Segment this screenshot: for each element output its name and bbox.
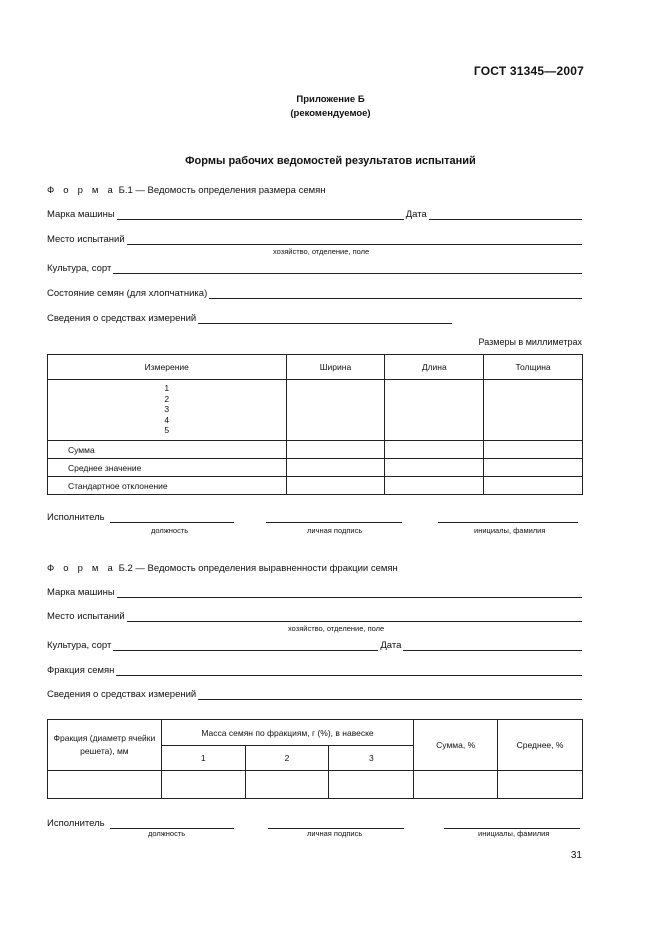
form1-crop-field[interactable] [113, 264, 582, 274]
units-note: Размеры в миллиметрах [478, 337, 582, 347]
col-mass: Масса семян по фракциям, г (%), в навеске [161, 720, 413, 746]
col-thickness: Толщина [484, 355, 583, 380]
form2-title: Б.2 — Ведомость определения выравненности фракции семян [118, 563, 398, 574]
form1-title: Б.1 — Ведомость определения размера семян [118, 185, 326, 196]
col-mass-2: 2 [245, 746, 329, 771]
form1-position-hint: должность [151, 526, 189, 535]
measurement-3: 3 [164, 404, 170, 414]
form1-machine-row [47, 208, 582, 220]
measurement-4: 4 [164, 414, 170, 425]
form1-crop-label: Культура, сорт [47, 263, 112, 274]
measurement-5: 5 [164, 425, 170, 435]
form2-name-hint: инициалы, фамилия [478, 829, 550, 838]
col-sum: Сумма, % [414, 720, 498, 771]
col-avg: Среднее, % [498, 720, 583, 771]
form2-signature-field[interactable] [268, 819, 404, 829]
table-cell[interactable] [498, 771, 583, 799]
size-table [47, 354, 583, 495]
form2-site-field[interactable] [127, 612, 582, 622]
form2-instruments-field[interactable] [198, 690, 582, 700]
form1-performer-label: Исполнитель [47, 512, 105, 523]
form2-instruments-row [47, 688, 582, 700]
form2-prefix: Ф о р м а [47, 563, 116, 574]
table-cell[interactable] [329, 771, 414, 799]
measurement-numbers [48, 380, 287, 441]
form2-site-row [47, 610, 582, 622]
table-cell[interactable] [484, 477, 583, 495]
standard-number: ГОСТ 31345—2007 [473, 64, 584, 78]
form2-machine-field[interactable] [117, 588, 582, 598]
table-cell[interactable] [245, 771, 329, 799]
form2-position-hint: должность [148, 829, 186, 838]
col-mass-3: 3 [329, 746, 414, 771]
table-cell[interactable] [484, 459, 583, 477]
table-row [48, 771, 583, 799]
form1-signature-field[interactable] [266, 513, 402, 523]
form2-site-label: Место испытаний [47, 611, 125, 622]
width-values-cell[interactable] [286, 380, 385, 441]
measurement-2: 2 [164, 393, 170, 404]
form1-name-hint: инициалы, фамилия [474, 526, 546, 535]
appendix-title: Приложение Б [296, 94, 365, 105]
appendix-subtitle: (рекомендуемое) [290, 108, 371, 119]
form1-seed-state-field[interactable] [209, 289, 582, 299]
form2-instruments-label: Сведения о средствах измерений [47, 689, 197, 700]
form2-fraction-row [47, 664, 582, 676]
form1-heading [47, 185, 326, 196]
form1-date-field[interactable] [429, 210, 582, 220]
form2-name-field[interactable] [444, 819, 580, 829]
table-row [48, 477, 583, 495]
fraction-table [47, 719, 583, 799]
table-row [48, 459, 583, 477]
form1-machine-field[interactable] [117, 210, 404, 220]
form2-crop-row [47, 639, 582, 651]
table-cell[interactable] [286, 477, 385, 495]
col-fraction: Фракция (диаметр ячейки решета), мм [48, 720, 162, 771]
fraction-table-header [48, 720, 583, 746]
table-cell[interactable] [385, 441, 484, 459]
form1-site-row [47, 233, 582, 245]
form1-position-field[interactable] [110, 513, 234, 523]
form1-seed-state-label: Состояние семян (для хлопчатника) [47, 288, 208, 299]
col-mass-1: 1 [161, 746, 245, 771]
table-cell[interactable] [48, 771, 162, 799]
table-cell[interactable] [385, 459, 484, 477]
form2-signature-hint: личная подпись [307, 829, 363, 838]
form1-seed-state-row [47, 287, 582, 299]
row-sum-label: Сумма [48, 441, 287, 459]
measurement-1: 1 [164, 383, 170, 393]
form2-site-hint: хозяйство, отделение, поле [288, 624, 385, 633]
form1-crop-row [47, 262, 582, 274]
form1-prefix: Ф о р м а [47, 185, 116, 196]
form2-position-field[interactable] [110, 819, 234, 829]
length-values-cell[interactable] [385, 380, 484, 441]
page-number: 31 [570, 850, 582, 861]
form1-instruments-label: Сведения о средствах измерений [47, 313, 197, 324]
form1-site-hint: хозяйство, отделение, поле [273, 247, 370, 256]
forms-title: Формы рабочих ведомостей результатов испытаний [185, 155, 476, 167]
form2-crop-label: Культура, сорт [47, 640, 112, 651]
table-row [48, 441, 583, 459]
col-measurement: Измерение [48, 355, 287, 380]
table-cell[interactable] [286, 459, 385, 477]
form1-name-field[interactable] [438, 513, 578, 523]
thickness-values-cell[interactable] [484, 380, 583, 441]
table-cell[interactable] [484, 441, 583, 459]
col-length: Длина [385, 355, 484, 380]
table-row [48, 380, 583, 441]
form1-site-label: Место испытаний [47, 234, 125, 245]
form1-signature-hint: личная подпись [307, 526, 363, 535]
form2-fraction-field[interactable] [116, 666, 582, 676]
size-table-header [48, 355, 583, 380]
form2-machine-label: Марка машины [47, 587, 115, 598]
form1-date-label: Дата [405, 209, 427, 220]
table-cell[interactable] [161, 771, 245, 799]
table-cell[interactable] [385, 477, 484, 495]
row-stddev-label: Стандартное отклонение [48, 477, 287, 495]
form1-instruments-field[interactable] [198, 314, 452, 324]
col-width: Ширина [286, 355, 385, 380]
form2-performer-label: Исполнитель [47, 818, 105, 829]
form2-machine-row [47, 586, 582, 598]
form2-crop-field[interactable] [113, 641, 378, 651]
row-mean-label: Среднее значение [48, 459, 287, 477]
form2-date-label: Дата [380, 640, 402, 651]
table-cell[interactable] [414, 771, 498, 799]
table-cell[interactable] [286, 441, 385, 459]
form1-site-field[interactable] [127, 235, 582, 245]
form1-machine-label: Марка машины [47, 209, 115, 220]
form2-heading [47, 563, 398, 574]
form1-instruments-row [47, 312, 452, 324]
form2-date-field[interactable] [403, 641, 582, 651]
form2-fraction-label: Фракция семян [47, 665, 115, 676]
